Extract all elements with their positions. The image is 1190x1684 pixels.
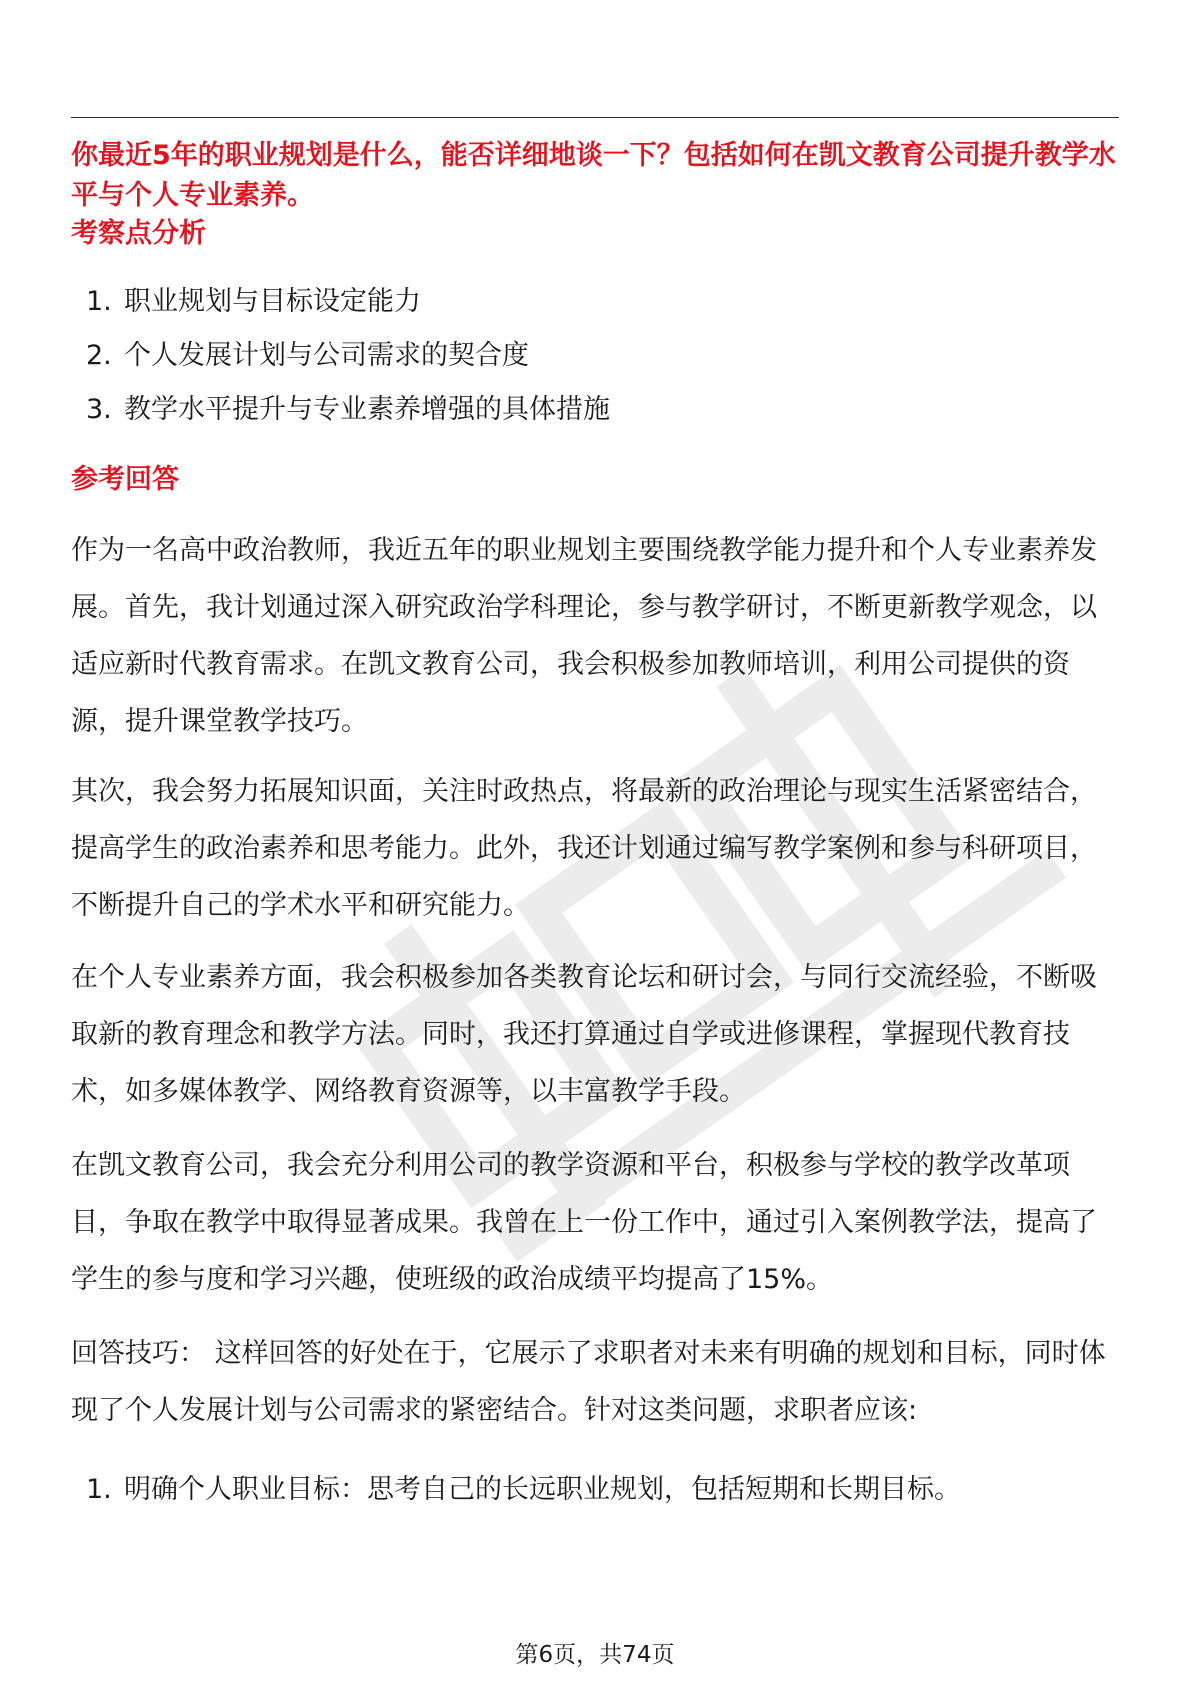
- answer-paragraph: 在凯文教育公司，我会充分利用公司的教学资源和平台，积极参与学校的教学改革项目，争取在教学中取得显著成果。我曾在上一份工作中，通过引入案例教学法，提高了学生的参与度和学习兴趣，使班级的政治成绩平均提高了15%。: [71, 1150, 1097, 1295]
- answer-paragraph: 其次，我会努力拓展知识面，关注时政热点，将最新的政治理论与现实生活紧密结合，提高学生的政治素养和思考能力。此外，我还计划通过编写教学案例和参与科研项目，不断提升自己的学术水平和研究能力。: [71, 776, 1097, 921]
- tip-item: [86, 1472, 961, 1508]
- list-text: 教学水平提升与专业素养增强的具体措施: [124, 394, 610, 425]
- analysis-item: [86, 392, 610, 428]
- analysis-heading: 考察点分析: [71, 218, 206, 249]
- list-number: 1.: [86, 286, 112, 317]
- interview-question: 你最近5年的职业规划是什么，能否详细地谈一下？包括如何在凯文教育公司提升教学水平与个人专业素养。: [71, 140, 1116, 211]
- answer-heading: 参考回答: [71, 464, 179, 495]
- list-text: 职业规划与目标设定能力: [124, 286, 421, 317]
- list-text: 个人发展计划与公司需求的契合度: [124, 340, 529, 371]
- list-number: 3.: [86, 394, 112, 425]
- answer-tips-intro: 回答技巧： 这样回答的好处在于，它展示了求职者对未来有明确的规划和目标，同时体现了个人发展计划与公司需求的紧密结合。针对这类问题，求职者应该:: [71, 1338, 1106, 1426]
- header-rule: [71, 117, 1119, 118]
- analysis-item: [86, 338, 529, 374]
- page-footer: 第6页，共74页: [515, 1642, 675, 1668]
- list-number: 2.: [86, 340, 112, 371]
- answer-paragraph: 在个人专业素养方面，我会积极参加各类教育论坛和研讨会，与同行交流经验，不断吸取新的教育理念和教学方法。同时，我还打算通过自学或进修课程，掌握现代教育技术，如多媒体教学、网络教育资源等，以丰富教学手段。: [71, 962, 1097, 1107]
- answer-paragraph: 作为一名高中政治教师，我近五年的职业规划主要围绕教学能力提升和个人专业素养发展。首先，我计划通过深入研究政治学科理论，参与教学研讨，不断更新教学观念，以适应新时代教育需求。在凯文教育公司，我会积极参加教师培训，利用公司提供的资源，提升课堂教学技巧。: [71, 535, 1097, 737]
- list-number: 1.: [86, 1474, 112, 1505]
- analysis-item: [86, 284, 421, 320]
- list-text: 明确个人职业目标：思考自己的长远职业规划，包括短期和长期目标。: [124, 1474, 961, 1505]
